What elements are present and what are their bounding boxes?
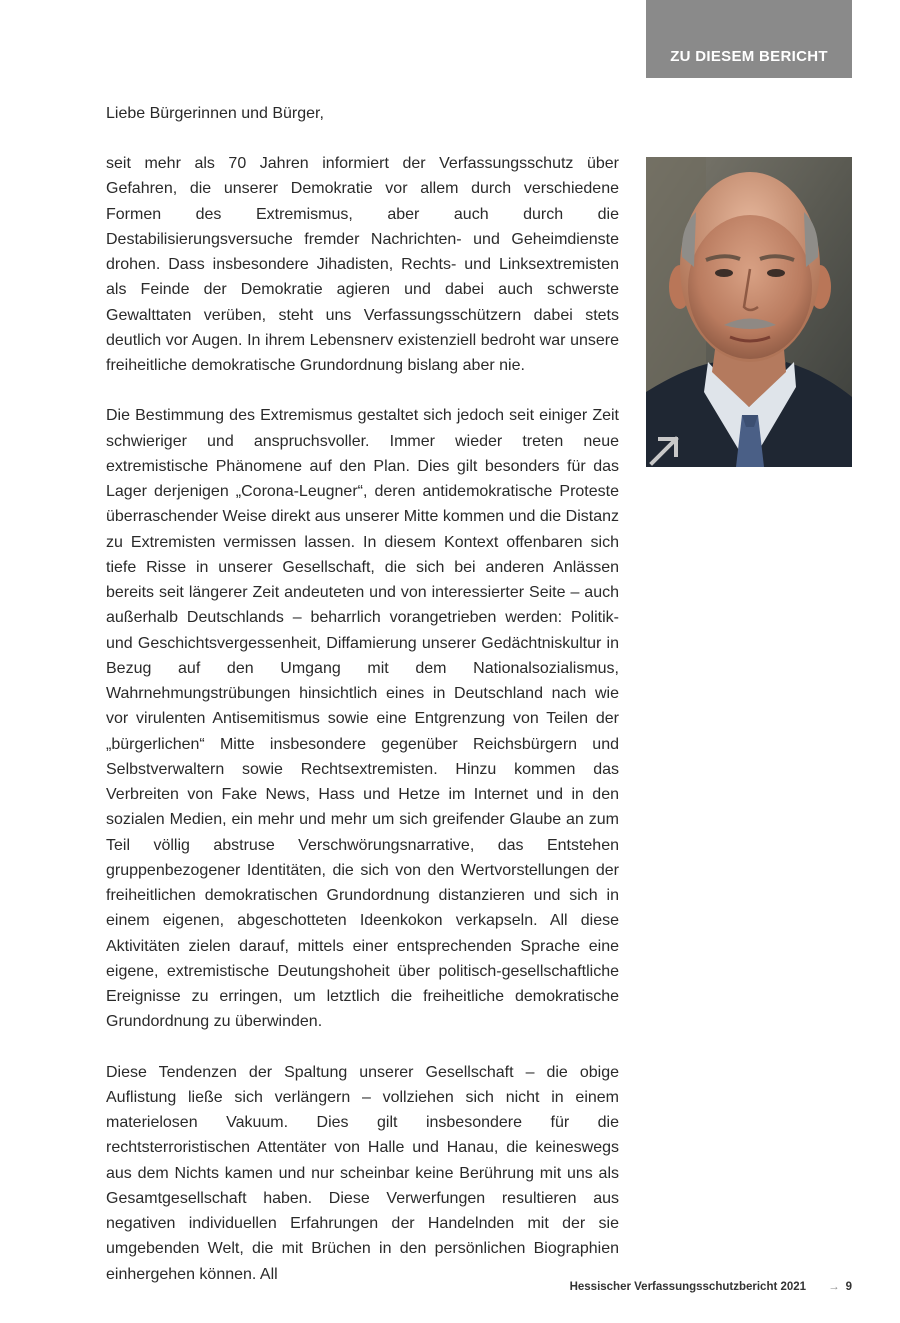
paragraph: Die Bestimmung des Extremismus gestaltet sich jedoch seit einiger Zeit schwieriger und anspruchsvoller. Immer wieder treten neue extremistische Phänomene auf den Plan. Dies gilt besonders für das Lager derjenigen „Corona-Leugner“, deren antidemokratische Proteste überraschender Weise direkt aus unserer Mitte kommen und die Distanz zu Extremisten vermissen lassen. In diesem Kontext offenbaren sich tiefe Risse in unserer Gesellschaft, die sich bei anderen Anlässen bereits seit längerer Zeit andeuteten und von interessierter Seite – auch außerhalb Deutschlands – beharrlich vorangetrieben werden: Politik- und Geschichtsvergessenheit, Diffamierung unserer Gedächtniskultur in Bezug auf den Umgang mit dem Nationalsozialismus, Wahrnehmungstrübungen hinsichtlich eines in Deutschland nach wie vor virulenten Antisemitismus sowie eine Entgrenzung von Teilen der „bürgerlichen“ Mitte insbesondere gegenüber Reichsbürgern und Selbstverwaltern sowie Rechtsextremisten. Hinzu kommen das Verbreiten von Fake News, Hass und Hetze im Internet und in den sozialen Medien, ein mehr und mehr um sich greifender Glaube an zum Teil völlig abstruse Verschwörungsnarrative, das Entstehen gruppenbezogener Identitäten, die sich von den Wertvorstellungen der freiheitlichen demokratischen Grundordnung distanzieren und sich in einem eigenen, abgeschotteten Ideenkokon verkapseln. All diese Aktivitäten zielen darauf, mittels einer entsprechenden Sprache eine eigene, extremistische Deutungshoheit über politisch-gesellschaftliche Ereignisse zu erringen, um letztlich die freiheitliche demokratische Grundordnung zu überwinden. — [106, 407, 619, 1031]
section-tab — [646, 0, 852, 78]
paragraph: seit mehr als 70 Jahren informiert der Verfassungsschutz über Gefahren, die unserer Demokratie vor allem durch verschiedene Formen des Extremismus, aber auch durch die Destabilisierungsversuche fremder Nachrichten- und Geheimdienste drohen. Dass insbesondere Jihadisten, Rechts- und Linksextremisten als Feinde der Demokratie agieren und dabei auch schwerste Gewalttaten verüben, steht uns Verfassungsschützern dabei stets deutlich vor Augen. In ihrem Lebensnerv existenziell bedroht war unsere freiheitliche demokratische Grundordnung bislang aber nie. — [106, 155, 619, 374]
letter-body — [106, 151, 619, 1312]
publication-title: Hessischer Verfassungsschutzbericht 2021 — [569, 1281, 807, 1293]
page-footer — [450, 1281, 852, 1293]
arrow-up-right-icon — [648, 433, 682, 467]
paragraph: Diese Tendenzen der Spaltung unserer Gesellschaft – die obige Auflistung ließe sich verlängern – vollziehen sich nicht in einem materielosen Vakuum. Dies gilt insbesondere für die rechtsterroristischen Attentäter von Halle und Hanau, die keineswegs aus dem Nichts kamen und nur scheinbar keine Berührung mit uns als Gesamtgesellschaft haben. Diese Verwerfungen resultieren aus negativen individuellen Erfahrungen der Handelnden mit der sie umgebenden Welt, die mit Brüchen in den persönlichen Biographien einhergehen können. All — [106, 1063, 619, 1283]
arrow-right-icon: → — [828, 1281, 840, 1293]
portrait-photo — [646, 157, 852, 467]
salutation: Liebe Bürgerinnen und Bürger, — [106, 105, 324, 122]
section-label: ZU DIESEM BERICHT — [670, 47, 828, 65]
page-number: 9 — [845, 1281, 852, 1293]
